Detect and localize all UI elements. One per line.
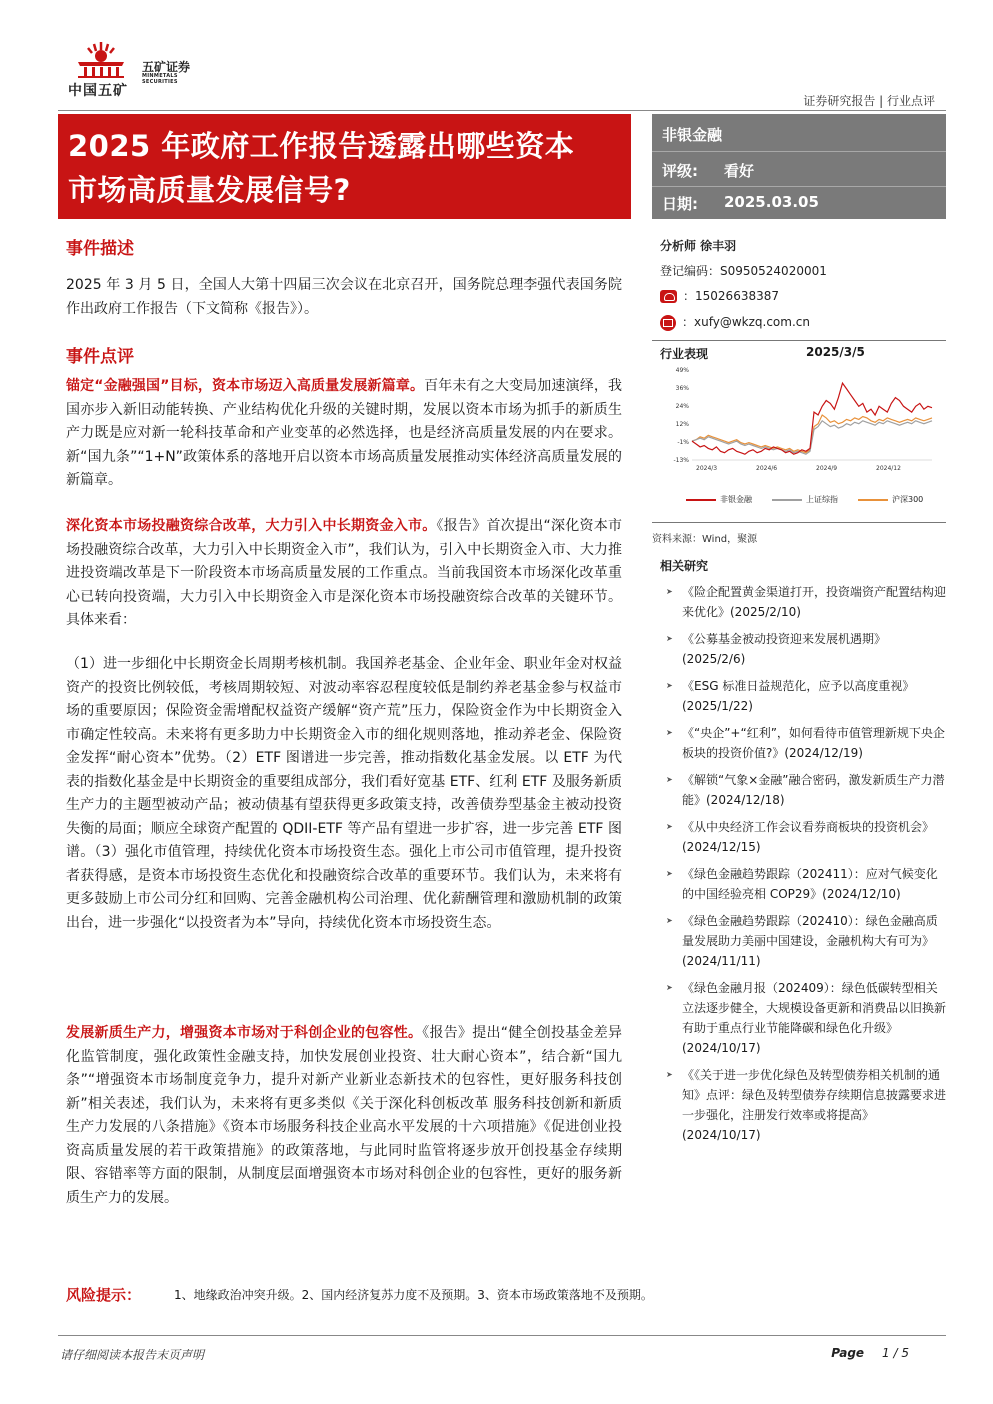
legend-label: 上证综指 <box>806 495 838 504</box>
risk-label: 风险提示： <box>66 1286 142 1304</box>
info-box <box>652 114 946 219</box>
title-banner <box>58 114 631 219</box>
chart-date: 2025/3/5 <box>806 345 865 359</box>
related-item[interactable]: ➤ 《绿色金融趋势跟踪（202411）：应对气候变化的中国经验亮相 COP29》(2024/12/10) <box>668 864 946 904</box>
paragraph-1-body: 百年未有之大变局加速演绎，我国亦步入新旧动能转换、产业结构优化升级的关键时期，发展以资本市场为抓手的新质生产力既是应对新一轮科技革命和产业变革的必然选择，也是经济高质量发展的内在要求。新“国九条”“1+N”政策体系的落地开启以资本市场高质量发展推动实体经济高质量发展的新篇章。 <box>66 378 623 488</box>
phone-number: 15026638387 <box>695 289 779 303</box>
paragraph-1 <box>66 375 622 493</box>
phone-icon <box>660 290 677 303</box>
y-tick-label: 49% <box>675 367 689 374</box>
date-value: 2025.03.05 <box>724 193 819 211</box>
related-research-heading: 相关研究 <box>660 559 709 573</box>
email-icon <box>660 315 676 331</box>
minmetals-logo-icon <box>72 40 130 78</box>
industry-performance-chart <box>652 362 946 482</box>
y-tick-label: 24% <box>675 403 689 410</box>
paragraph-4-body: 《报告》提出“健全创投基金差异化监管制度，强化政策性金融支持，加快发展创业投资、壮大耐心资本”，结合新“国九条”“增强资本市场制度竞争力，提升对新产业新业态新技术的包容性，更好服务科技创新”相关表述，我们认为，未来将有更多类似《关于深化科创板改革 服务科技创新和新质生产力发展的八条措施》《资本市场服务科技企业高水平发展的十六项措施》《促进创业投资高质量发展的若干政策措施》的政策落地，与此同时监管将逐步放开创投基金存续期限、容错率等方面的限制，从制度层面增强资本市场对科创企业的包容性，更好的服务新质生产力的发展。 <box>66 1025 622 1206</box>
paragraph-3: （1）进一步细化中长期资金长周期考核机制。我国养老基金、企业年金、职业年金对权益资产的投资比例较低，考核周期较短、对波动率容忍程度较低是制约养老基金参与权益市场的重要原因；保险资金需增配权益资产缓解“资产荒”压力，保险资金作为中长期资金入市确定性较高。未来将有更多助力中长期资金入市的细化规则落地，推动养老金、保险资金发挥“耐心资本”优势。（2）ETF 图谱进一步完善，推动指数化基金发展。以 ETF 为代表的指数化基金是中长期资金的重要组成部分，我们看好宽基 ETF、红利 ETF 及服务新质生产力的主题型被动产品；被动债基有望获得更多政策支持，改善债券型基金主被动投资失衡的局面；顺应全球资产配置的 QDII-ETF 等产品有望进一步扩容，进一步完善 ETF 图谱。（3）强化市值管理，持续优化资本市场投资生态。强化上市公司市值管理，提升投资者获得感，是资本市场投资生态优化和投融资综合改革的重要环节。我们认为，未来将有更多鼓励上市公司分红和回购、完善金融机构公司治理、优化薪酬管理和激励机制的政策出台，进一步强化“以投资者为本”导向，持续优化资本市场投资生态。 <box>66 656 622 931</box>
page-indicator <box>831 1346 909 1360</box>
paragraph-2 <box>66 515 622 633</box>
related-item[interactable]: ➤ 《公募基金被动投资迎来发展机遇期》(2025/2/6) <box>668 629 946 669</box>
related-item[interactable]: ➤ 《险企配置黄金渠道打开，投资端资产配置结构迎来优化》(2025/2/10) <box>668 582 946 622</box>
related-item[interactable]: ➤ 《绿色金融月报（202409）：绿色低碳转型相关立法逐步健全，大规模设备更新和消费品以旧换新有助于重点行业节能降碳和绿色化升级》(2024/10/17) <box>668 978 946 1058</box>
legend-swatch <box>772 499 802 501</box>
related-item[interactable]: ➤ 《从中央经济工作会议看券商板块的投资机会》(2024/12/15) <box>668 817 946 857</box>
analyst-email <box>660 313 810 331</box>
event-description-heading: 事件描述 <box>66 239 134 259</box>
company-logo <box>62 40 212 100</box>
event-description-text: 2025 年 3 月 5 日，全国人大第十四届三次会议在北京召开，国务院总理李强代表国务院作出政府工作报告（下文简称《报告》）。 <box>66 277 622 317</box>
chart-title: 行业表现 <box>660 347 709 361</box>
x-tick-label: 2024/9 <box>816 465 838 472</box>
info-divider <box>652 151 946 152</box>
risk-text: 1、地缘政治冲突升级。2、国内经济复苏力度不及预期。3、资本市场政策落地不及预期。 <box>174 1288 653 1302</box>
chart-bottom-rule <box>652 522 946 523</box>
email-address[interactable]: xufy@wkzq.com.cn <box>694 315 810 329</box>
y-tick-label: -13% <box>673 457 689 464</box>
analyst-phone <box>660 287 779 304</box>
chart-top-rule <box>652 340 946 341</box>
report-title-line1: 2025 年政府工作报告透露出哪些资本 <box>68 129 575 163</box>
paragraph-2-lead: 深化资本市场投融资综合改革，大力引入中长期资金入市。 <box>66 518 437 534</box>
paragraph-1-lead: 锚定“金融强国”目标，资本市场迈入高质量发展新篇章。 <box>66 378 425 394</box>
brand-name-en: MINMETALS SECURITIES <box>142 73 178 85</box>
rating-value: 看好 <box>724 162 755 180</box>
analyst-name: 分析师 徐丰羽 <box>660 239 737 253</box>
related-item[interactable]: ➤ 《ESG 标准日益规范化，应予以高度重视》(2025/1/22) <box>668 676 946 716</box>
analyst-registration: 登记编码：S0950524020001 <box>660 264 827 278</box>
sector-name: 非银金融 <box>662 126 723 144</box>
y-tick-label: 12% <box>675 421 689 428</box>
date-label: 日期: <box>662 195 698 213</box>
related-item[interactable]: ➤ 《“央企”+“红利”，如何看待市值管理新规下央企板块的投资价值?》(2024/12/19) <box>668 723 946 763</box>
document-type: 证券研究报告 | 行业点评 <box>803 94 935 108</box>
phone-colon: ： <box>683 289 696 303</box>
x-tick-label: 2024/3 <box>696 465 718 472</box>
paragraph-2-body: 《报告》首次提出“深化资本市场投融资综合改革，大力引入中长期资金入市”，我们认为，引入中长期资金入市、大力推进投资端改革是下一阶段资本市场高质量发展的工作重点。当前我国资本市场深化改革重心已转向投资端，大力引入中长期资金入市是深化资本市场投融资综合改革的关键环节。具体来看： <box>66 518 622 628</box>
legend-item-series-2 <box>858 494 923 505</box>
legend-label: 沪深300 <box>892 495 924 504</box>
related-item[interactable]: ➤ 《绿色金融趋势跟踪（202410）：绿色金融高质量发展助力美丽中国建设，金融机构大有可为》(2024/11/11) <box>668 911 946 971</box>
related-research-list <box>668 582 946 1152</box>
related-item[interactable]: ➤ 《《关于进一步优化绿色及转型债券相关机制的通知》点评：绿色及转型债券存续期信息披露要求进一步强化，注册发行效率或将提高》(2024/10/17) <box>668 1065 946 1145</box>
legend-item-series-1 <box>772 494 838 505</box>
rating-label: 评级: <box>662 162 698 180</box>
email-colon: ： <box>682 315 695 329</box>
footer-disclaimer: 请仔细阅读本报告末页声明 <box>60 1348 205 1362</box>
legend-item-series-0 <box>686 494 752 505</box>
header-divider <box>58 110 946 111</box>
report-title-line2: 市场高质量发展信号? <box>68 173 351 207</box>
paragraph-4 <box>66 1022 622 1210</box>
legend-swatch <box>686 499 716 501</box>
page-label: Page <box>831 1346 865 1360</box>
related-item[interactable]: ➤ 《解锁“气象×金融”融合密码，激发新质生产力潜能》(2024/12/18) <box>668 770 946 810</box>
logo-text-cn: 中国五矿 <box>68 83 128 99</box>
event-comment-heading: 事件点评 <box>66 347 134 367</box>
paragraph-4-lead: 发展新质生产力，增强资本市场对于科创企业的包容性。 <box>66 1025 423 1041</box>
footer-divider <box>58 1335 946 1336</box>
page-number: 1 / 5 <box>882 1346 909 1360</box>
info-divider <box>652 186 946 187</box>
y-tick-label: 36% <box>675 385 689 392</box>
x-tick-label: 2024/12 <box>876 465 901 472</box>
legend-label: 非银金融 <box>720 495 752 504</box>
y-tick-label: -1% <box>677 439 689 446</box>
brand-name: 五矿证券 <box>142 60 191 74</box>
x-tick-label: 2024/6 <box>756 465 778 472</box>
legend-swatch <box>858 499 888 501</box>
data-source: 资料来源：Wind，聚源 <box>652 534 758 545</box>
